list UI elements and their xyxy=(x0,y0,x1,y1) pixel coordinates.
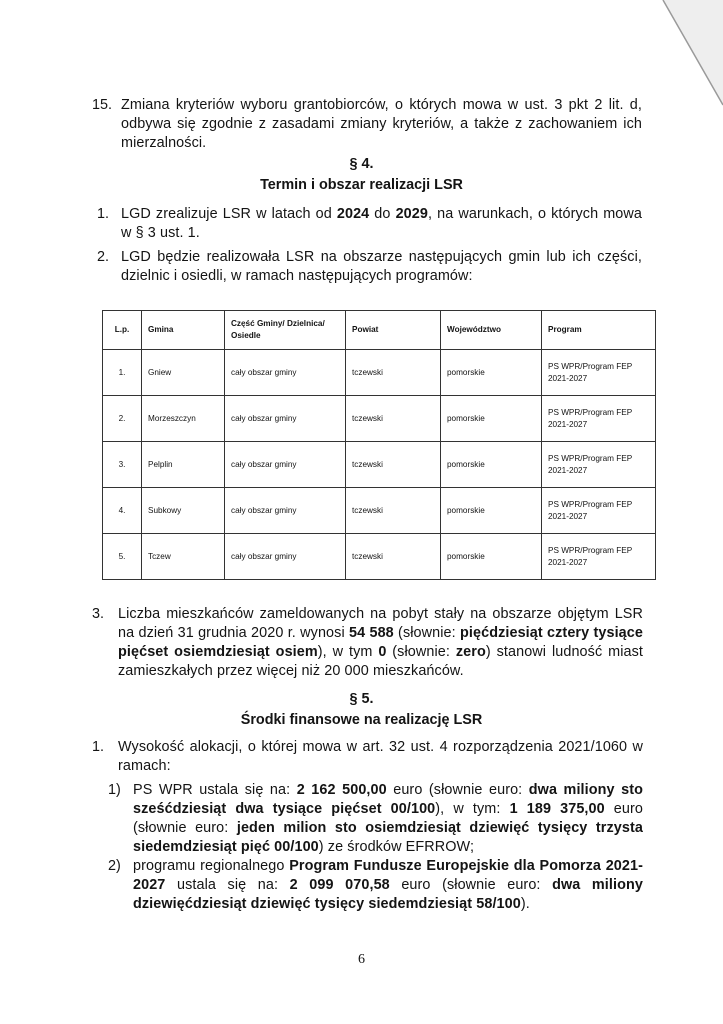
paragraph-4-1: LGD zrealizuje LSR w latach od 2024 do 2029, na warunkach, o których mowa w § 3 ust. 1. xyxy=(121,206,643,241)
cell-gmina: Gniew xyxy=(142,350,225,396)
item-number: 15. xyxy=(92,97,113,113)
section-4-sign: § 4. xyxy=(349,156,374,172)
page-number: 6 xyxy=(358,952,365,967)
cell-powiat: tczewski xyxy=(346,442,441,488)
cell-program: PS WPR/Program FEP 2021-2027 xyxy=(542,396,656,442)
cell-czesc: cały obszar gminy xyxy=(225,534,346,580)
table-header-lp: L.p. xyxy=(103,311,142,350)
cell-gmina: Morzeszczyn xyxy=(142,396,225,442)
cell-program: PS WPR/Program FEP 2021-2027 xyxy=(542,534,656,580)
paragraph-15: Zmiana kryteriów wyboru grantobiorców, o których mowa w ust. 3 pkt 2 lit. d, odbywa się zgodnie z zasadami zmiany kryteriów, a także z zachowaniem ich mierzalności. xyxy=(121,97,642,151)
paragraph-4-2: LGD będzie realizowała LSR na obszarze następujących gmin lub ich części, dzielnic i osiedli, w ramach następujących programów: xyxy=(121,249,642,284)
cell-czesc: cały obszar gminy xyxy=(225,442,346,488)
municipalities-table xyxy=(102,310,656,580)
cell-program: PS WPR/Program FEP 2021-2027 xyxy=(542,442,656,488)
table-header-program: Program xyxy=(542,311,656,350)
cell-lp: 2. xyxy=(103,396,142,442)
cell-lp: 1. xyxy=(103,350,142,396)
paragraph-5-1-2: programu regionalnego Program Fundusze Europejskie dla Pomorza 2021-2027 ustala się na: 2 099 070,58 euro (słownie euro: dwa miliony dziewięćdziesiąt dziewięć tysięcy siedemdziesiąt 58/100). xyxy=(133,858,643,912)
item-number: 1) xyxy=(108,782,121,798)
cell-wojewodztwo: pomorskie xyxy=(441,488,542,534)
cell-gmina: Subkowy xyxy=(142,488,225,534)
cell-lp: 3. xyxy=(103,442,142,488)
cell-gmina: Pelplin xyxy=(142,442,225,488)
cell-lp: 5. xyxy=(103,534,142,580)
table-row xyxy=(103,396,656,442)
cell-czesc: cały obszar gminy xyxy=(225,488,346,534)
cell-wojewodztwo: pomorskie xyxy=(441,442,542,488)
cell-program: PS WPR/Program FEP 2021-2027 xyxy=(542,350,656,396)
table-header-powiat: Powiat xyxy=(346,311,441,350)
paragraph-5-1: Wysokość alokacji, o której mowa w art. 32 ust. 4 rozporządzenia 2021/1060 w ramach: xyxy=(118,739,643,774)
section-4-title: Termin i obszar realizacji LSR xyxy=(260,177,463,193)
table-header-row xyxy=(103,311,656,350)
item-number: 3. xyxy=(92,606,105,622)
section-5-sign: § 5. xyxy=(349,691,374,707)
cell-wojewodztwo: pomorskie xyxy=(441,534,542,580)
paragraph-4-3: Liczba mieszkańców zameldowanych na pobyt stały na obszarze objętym LSR na dzień 31 grudnia 2020 r. wynosi 54 588 (słownie: pięćdziesiąt cztery tysiące pięćset osiemdziesiąt osiem), w tym 0 (słownie: zero) stanowi ludność miast zamieszkałych przez więcej niż 20 000 mieszkańców. xyxy=(118,606,643,679)
table-row xyxy=(103,442,656,488)
table-row xyxy=(103,488,656,534)
table-row xyxy=(103,350,656,396)
section-5-title: Środki finansowe na realizację LSR xyxy=(240,712,483,728)
table-row xyxy=(103,534,656,580)
item-number: 1. xyxy=(97,206,110,222)
item-number: 2) xyxy=(108,858,121,874)
table-header-gmina: Gmina xyxy=(142,311,225,350)
item-number: 2. xyxy=(97,249,110,265)
paragraph-5-1-1: PS WPR ustala się na: 2 162 500,00 euro (słownie euro: dwa miliony sto sześćdziesiąt dwa tysiące pięćset 00/100), w tym: 1 189 375,00 euro (słownie euro: jeden milion sto osiemdziesiąt dziewięć tysięcy trzysta siedemdziesiąt pięć 00/100) ze środków EFRROW; xyxy=(133,782,644,855)
page-corner-shadow xyxy=(643,0,723,110)
cell-powiat: tczewski xyxy=(346,534,441,580)
cell-czesc: cały obszar gminy xyxy=(225,350,346,396)
cell-program: PS WPR/Program FEP 2021-2027 xyxy=(542,488,656,534)
cell-wojewodztwo: pomorskie xyxy=(441,350,542,396)
item-number: 1. xyxy=(92,739,105,755)
cell-czesc: cały obszar gminy xyxy=(225,396,346,442)
cell-powiat: tczewski xyxy=(346,488,441,534)
cell-powiat: tczewski xyxy=(346,396,441,442)
cell-powiat: tczewski xyxy=(346,350,441,396)
cell-gmina: Tczew xyxy=(142,534,225,580)
cell-lp: 4. xyxy=(103,488,142,534)
cell-wojewodztwo: pomorskie xyxy=(441,396,542,442)
table-header-wojewodztwo: Województwo xyxy=(441,311,542,350)
table-header-czesc: Część Gminy/ Dzielnica/ Osiedle xyxy=(225,311,346,350)
